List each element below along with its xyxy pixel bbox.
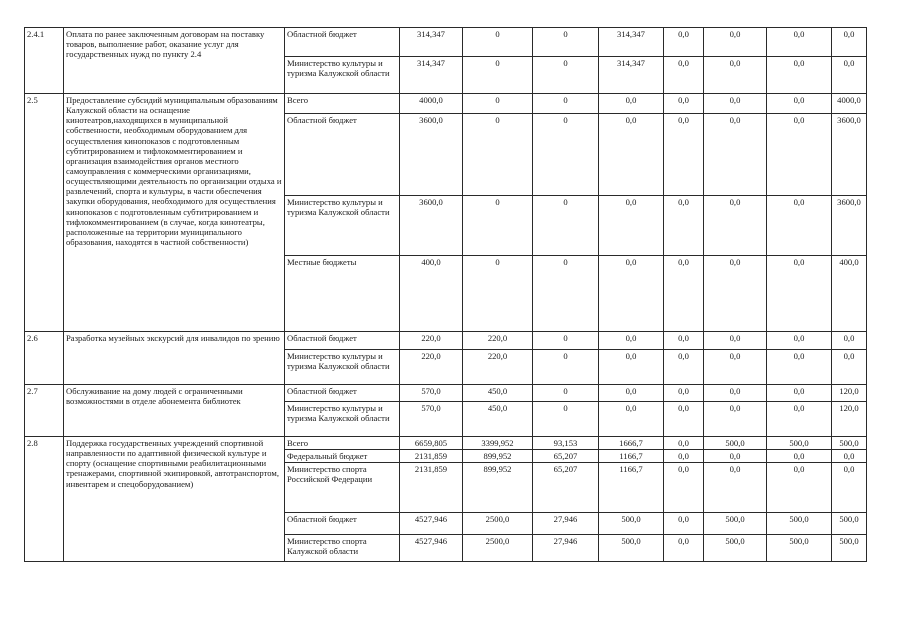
amount-cell: 2500,0 (463, 535, 533, 562)
amount-cell: 0 (533, 350, 599, 385)
amount-cell: 0,0 (832, 350, 867, 385)
amount-cell: 3600,0 (400, 114, 463, 196)
funding-source: Министерство культуры и туризма Калужской области (285, 57, 400, 94)
funding-source: Министерство культуры и туризма Калужской области (285, 350, 400, 385)
amount-cell: 0,0 (767, 450, 832, 463)
amount-cell: 0,0 (832, 28, 867, 57)
amount-cell: 0,0 (664, 450, 704, 463)
funding-source: Областной бюджет (285, 28, 400, 57)
amount-cell: 65,207 (533, 450, 599, 463)
amount-cell: 0,0 (704, 385, 767, 402)
amount-cell: 0,0 (599, 94, 664, 114)
budget-table (24, 27, 867, 562)
amount-cell: 0,0 (767, 94, 832, 114)
amount-cell: 899,952 (463, 463, 533, 513)
activity-description: Предоставление субсидий муниципальным образованиям Калужской области на оснащение кинотеатров,находящихся в муниципальной собственности, необходимым оборудованием для осуществления кинопоказов с подготовленным субтитрированием и тифлокомментированием и организация взаимодействия органов местного самоуправления с коммерческими организациями, осуществляющими деятельность по организации отдыха и развлечений, спорта и культуры, в части обеспечения закупки оборудования, необходимого для осуществления кинопоказов с подготовленным субтитрированием и тифлокомментированием (в случае, когда кинотеатры, расположенные на территории муниципального образования, находятся в частной собственности) (64, 94, 285, 332)
amount-cell: 3600,0 (832, 114, 867, 196)
amount-cell: 3600,0 (832, 196, 867, 256)
amount-cell: 500,0 (704, 513, 767, 535)
amount-cell: 0,0 (664, 385, 704, 402)
amount-cell: 0,0 (599, 196, 664, 256)
amount-cell: 0,0 (664, 94, 704, 114)
amount-cell: 0 (463, 94, 533, 114)
amount-cell: 0 (533, 57, 599, 94)
amount-cell: 0,0 (704, 94, 767, 114)
amount-cell: 0,0 (664, 513, 704, 535)
amount-cell: 0,0 (704, 450, 767, 463)
amount-cell: 0,0 (767, 463, 832, 513)
amount-cell: 0,0 (704, 196, 767, 256)
funding-source: Областной бюджет (285, 332, 400, 350)
amount-cell: 0,0 (767, 385, 832, 402)
amount-cell: 500,0 (832, 513, 867, 535)
amount-cell: 0,0 (664, 350, 704, 385)
funding-source: Федеральный бюджет (285, 450, 400, 463)
amount-cell: 4000,0 (832, 94, 867, 114)
amount-cell: 0,0 (599, 385, 664, 402)
amount-cell: 570,0 (400, 402, 463, 437)
amount-cell: 93,153 (533, 437, 599, 450)
amount-cell: 0 (463, 28, 533, 57)
activity-description: Оплата по ранее заключенным договорам на поставку товаров, выполнение работ, оказание услуг для государственных нужд по пункту 2.4 (64, 28, 285, 94)
table-row (25, 437, 867, 450)
amount-cell: 0,0 (832, 450, 867, 463)
funding-source: Областной бюджет (285, 513, 400, 535)
amount-cell: 0,0 (767, 57, 832, 94)
funding-source: Министерство культуры и туризма Калужской области (285, 402, 400, 437)
funding-source: Всего (285, 437, 400, 450)
table-row (25, 332, 867, 350)
funding-source: Министерство спорта Российской Федерации (285, 463, 400, 513)
amount-cell: 0,0 (704, 256, 767, 332)
amount-cell: 0,0 (704, 402, 767, 437)
activity-description: Обслуживание на дому людей с ограниченными возможностями в отделе абонемента библиотек (64, 385, 285, 437)
amount-cell: 0 (533, 256, 599, 332)
amount-cell: 314,347 (400, 57, 463, 94)
amount-cell: 0 (533, 332, 599, 350)
item-number: 2.7 (25, 385, 64, 437)
amount-cell: 2131,859 (400, 450, 463, 463)
amount-cell: 0,0 (704, 28, 767, 57)
table-row (25, 28, 867, 57)
amount-cell: 314,347 (599, 28, 664, 57)
amount-cell: 0 (533, 114, 599, 196)
amount-cell: 0 (463, 196, 533, 256)
activity-description: Разработка музейных экскурсий для инвалидов по зрению (64, 332, 285, 385)
amount-cell: 0,0 (832, 332, 867, 350)
amount-cell: 0,0 (767, 256, 832, 332)
amount-cell: 500,0 (767, 535, 832, 562)
amount-cell: 0 (533, 94, 599, 114)
amount-cell: 0,0 (664, 402, 704, 437)
amount-cell: 0 (463, 57, 533, 94)
amount-cell: 0,0 (767, 402, 832, 437)
amount-cell: 500,0 (599, 513, 664, 535)
amount-cell: 899,952 (463, 450, 533, 463)
amount-cell: 220,0 (463, 332, 533, 350)
amount-cell: 120,0 (832, 385, 867, 402)
table-row (25, 94, 867, 114)
item-number: 2.8 (25, 437, 64, 562)
funding-source: Министерство культуры и туризма Калужской области (285, 196, 400, 256)
amount-cell: 500,0 (704, 437, 767, 450)
amount-cell: 1166,7 (599, 463, 664, 513)
amount-cell: 0,0 (664, 535, 704, 562)
amount-cell: 0,0 (767, 28, 832, 57)
amount-cell: 220,0 (400, 332, 463, 350)
amount-cell: 6659,805 (400, 437, 463, 450)
funding-source: Министерство спорта Калужской области (285, 535, 400, 562)
amount-cell: 0,0 (767, 196, 832, 256)
amount-cell: 0,0 (664, 256, 704, 332)
amount-cell: 2500,0 (463, 513, 533, 535)
item-number: 2.6 (25, 332, 64, 385)
amount-cell: 120,0 (832, 402, 867, 437)
funding-source: Областной бюджет (285, 114, 400, 196)
amount-cell: 0,0 (599, 402, 664, 437)
amount-cell: 0,0 (704, 350, 767, 385)
amount-cell: 220,0 (463, 350, 533, 385)
funding-source: Областной бюджет (285, 385, 400, 402)
amount-cell: 0,0 (704, 57, 767, 94)
amount-cell: 0 (533, 402, 599, 437)
amount-cell: 0 (533, 385, 599, 402)
amount-cell: 0,0 (599, 114, 664, 196)
amount-cell: 220,0 (400, 350, 463, 385)
item-number: 2.4.1 (25, 28, 64, 94)
funding-source: Всего (285, 94, 400, 114)
amount-cell: 1666,7 (599, 437, 664, 450)
amount-cell: 500,0 (767, 437, 832, 450)
amount-cell: 500,0 (832, 437, 867, 450)
amount-cell: 0,0 (832, 57, 867, 94)
amount-cell: 0,0 (664, 114, 704, 196)
amount-cell: 1166,7 (599, 450, 664, 463)
amount-cell: 0,0 (704, 332, 767, 350)
amount-cell: 500,0 (832, 535, 867, 562)
amount-cell: 4527,946 (400, 535, 463, 562)
amount-cell: 0,0 (599, 332, 664, 350)
amount-cell: 500,0 (767, 513, 832, 535)
amount-cell: 0,0 (767, 332, 832, 350)
amount-cell: 4000,0 (400, 94, 463, 114)
amount-cell: 3600,0 (400, 196, 463, 256)
amount-cell: 314,347 (599, 57, 664, 94)
table-row (25, 385, 867, 402)
funding-source: Местные бюджеты (285, 256, 400, 332)
amount-cell: 0,0 (664, 196, 704, 256)
amount-cell: 0,0 (599, 350, 664, 385)
item-number: 2.5 (25, 94, 64, 332)
amount-cell: 500,0 (704, 535, 767, 562)
amount-cell: 0 (463, 256, 533, 332)
amount-cell: 400,0 (832, 256, 867, 332)
amount-cell: 0,0 (832, 463, 867, 513)
amount-cell: 0 (533, 28, 599, 57)
amount-cell: 500,0 (599, 535, 664, 562)
amount-cell: 0,0 (767, 114, 832, 196)
amount-cell: 570,0 (400, 385, 463, 402)
amount-cell: 314,347 (400, 28, 463, 57)
amount-cell: 4527,946 (400, 513, 463, 535)
activity-description: Поддержка государственных учреждений спортивной направленности по адаптивной физической культуре и спорту (оснащение спортивными реабилитационными тренажерами, спортивной экипировкой, автотранспортом, инвентарем и спецоборудованием) (64, 437, 285, 562)
amount-cell: 3399,952 (463, 437, 533, 450)
amount-cell: 0,0 (704, 114, 767, 196)
amount-cell: 2131,859 (400, 463, 463, 513)
amount-cell: 400,0 (400, 256, 463, 332)
amount-cell: 0,0 (704, 463, 767, 513)
amount-cell: 0,0 (664, 28, 704, 57)
amount-cell: 0 (533, 196, 599, 256)
amount-cell: 0,0 (767, 350, 832, 385)
amount-cell: 450,0 (463, 402, 533, 437)
amount-cell: 27,946 (533, 535, 599, 562)
amount-cell: 0,0 (599, 256, 664, 332)
amount-cell: 0,0 (664, 437, 704, 450)
amount-cell: 0,0 (664, 463, 704, 513)
amount-cell: 450,0 (463, 385, 533, 402)
amount-cell: 0,0 (664, 57, 704, 94)
amount-cell: 27,946 (533, 513, 599, 535)
amount-cell: 0 (463, 114, 533, 196)
amount-cell: 0,0 (664, 332, 704, 350)
amount-cell: 65,207 (533, 463, 599, 513)
